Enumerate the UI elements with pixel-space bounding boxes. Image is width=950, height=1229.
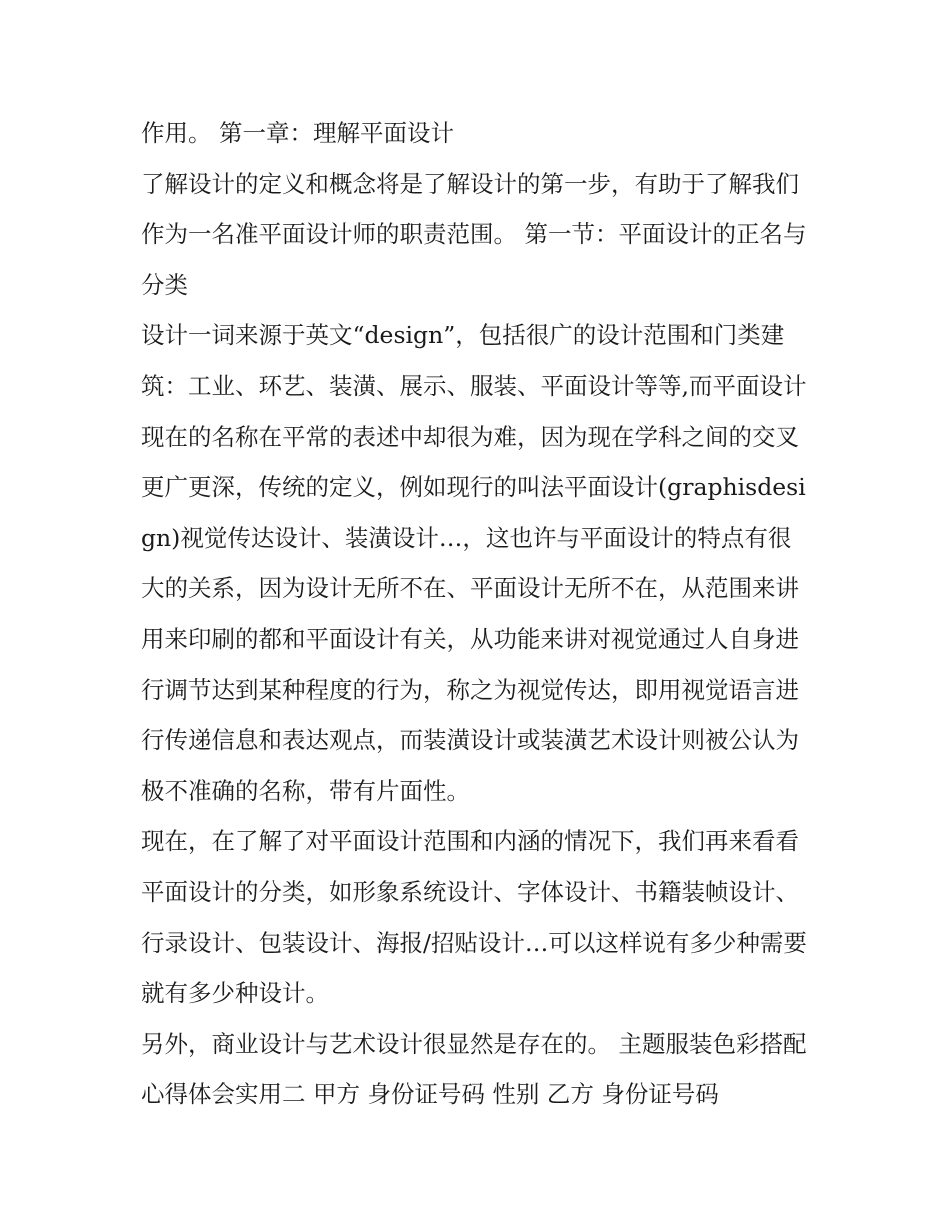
document-body (141, 108, 813, 1120)
paragraph-design-categories: 现在，在了解了对平面设计范围和内涵的情况下，我们再来看看平面设计的分类，如形象系统设计、字体设计、书籍装帧设计、行录设计、包装设计、海报/招贴设计…可以这样说有多少种需要就有多少种设计。 (141, 827, 807, 1008)
paragraph-chapter-heading: 作用。 第一章：理解平面设计 (141, 119, 454, 147)
paragraph-intro: 了解设计的定义和概念将是了解设计的第一步，有助于了解我们作为一名准平面设计师的职责范围。 第一节：平面设计的正名与分类 (141, 169, 807, 299)
paragraph-design-definition: 设计一词来源于英文“design”，包括很广的设计范围和门类建筑：工业、环艺、装潢、展示、服装、平面设计等等,而平面设计现在的名称在平常的表述中却很为难，因为现在学科之间的交叉更广更深，传统的定义，例如现行的叫法平面设计(graphisdesign)视觉传达设计、装潢设计…，这也许与平面设计的特点有很大的关系，因为设计无所不在、平面设计无所不在，从范围来讲用来印刷的都和平面设计有关，从功能来讲对视觉通过人自身进行调节达到某种程度的行为，称之为视觉传达，即用视觉语言进行传递信息和表达观点，而装潢设计或装潢艺术设计则被公认为极不准确的名称，带有片面性。 (141, 321, 807, 805)
paragraph-closing: 另外，商业设计与艺术设计很显然是存在的。 主题服装色彩搭配心得体会实用二 甲方 身份证号码 性别 乙方 身份证号码 (141, 1029, 807, 1109)
